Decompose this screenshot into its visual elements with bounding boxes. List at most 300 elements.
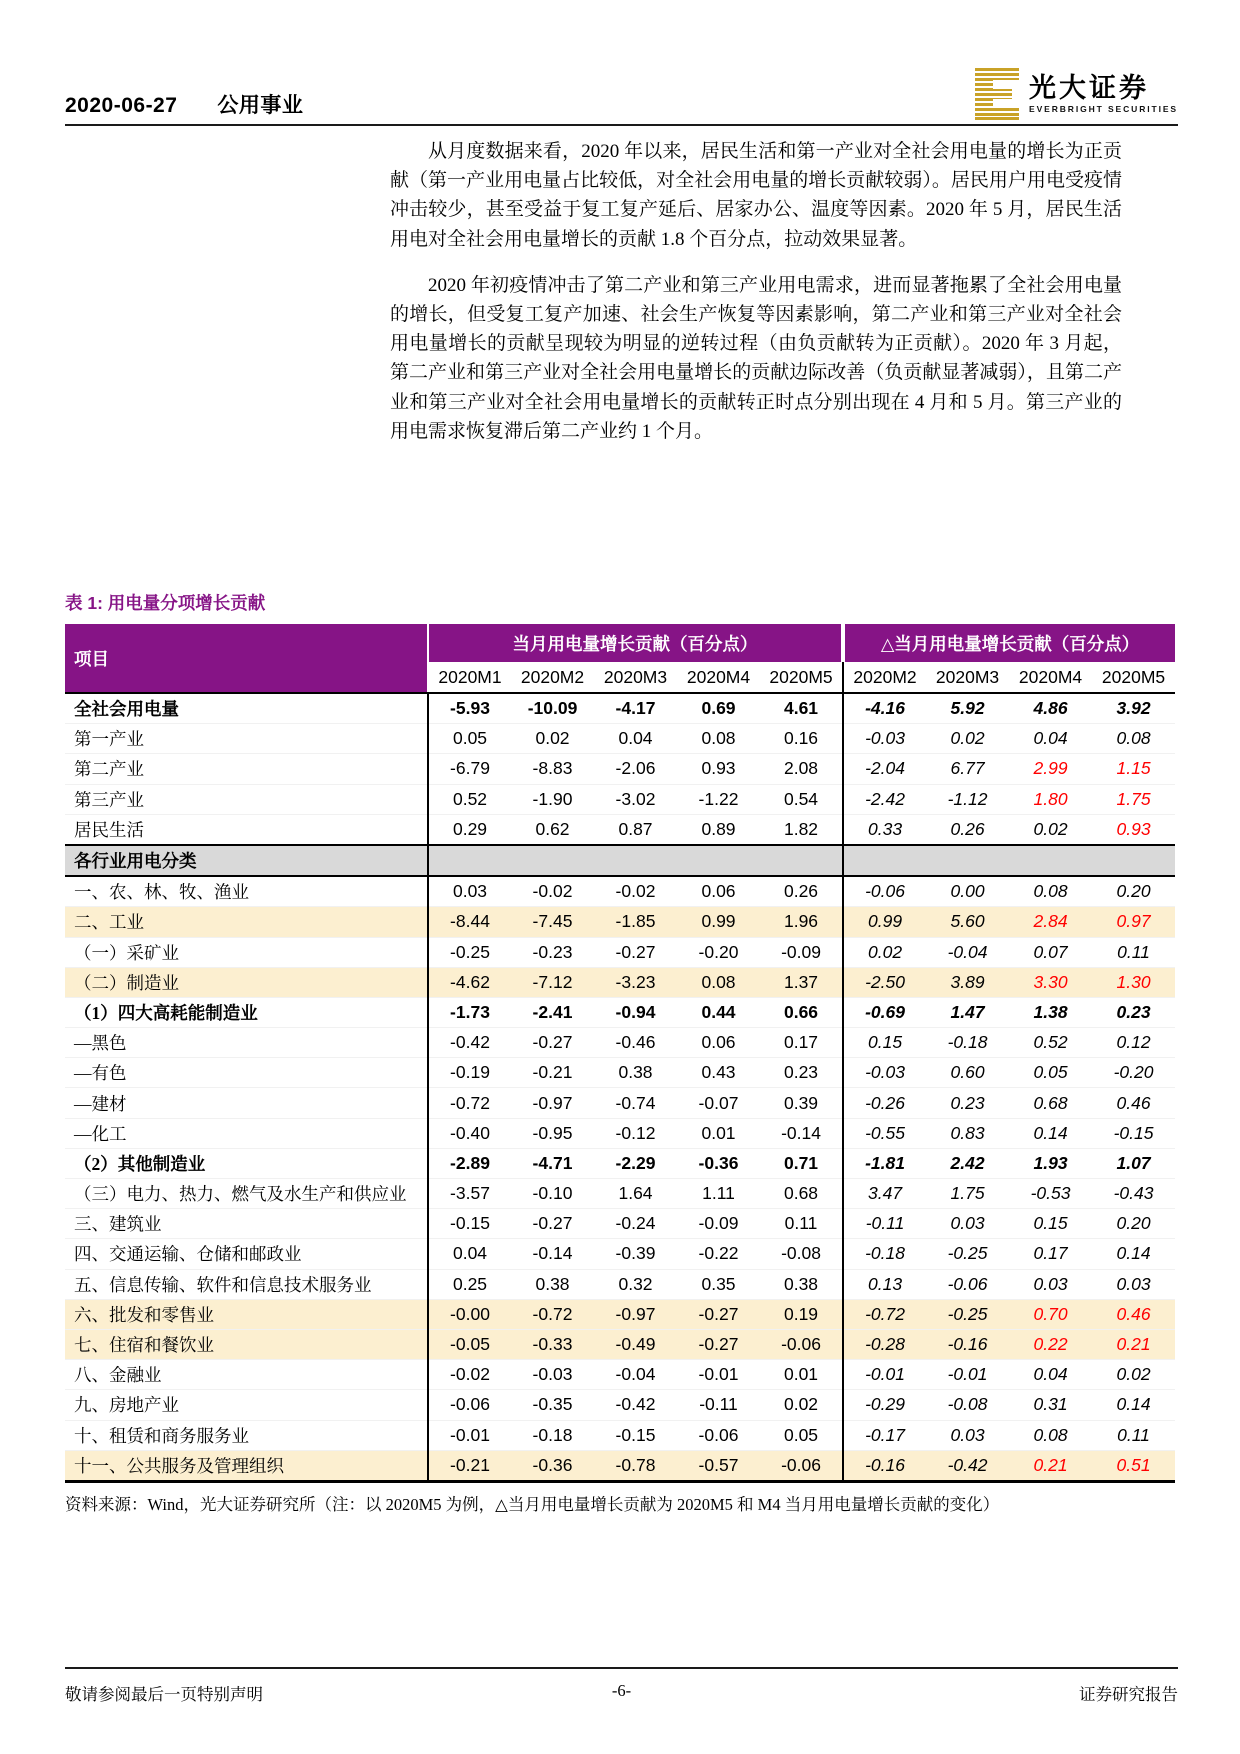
value-cell: 0.38 bbox=[618, 1062, 653, 1083]
row-label: 第三产业 bbox=[74, 789, 144, 810]
value-cell: 0.01 bbox=[701, 1122, 736, 1143]
value-cell: -0.06 bbox=[428, 1390, 511, 1420]
value-cell: -0.42 bbox=[428, 1028, 511, 1058]
value-cell: -0.02 bbox=[532, 881, 573, 902]
row-label: —化工 bbox=[74, 1123, 127, 1144]
table-row bbox=[65, 1058, 1175, 1088]
delta-cell: 0.08 bbox=[1116, 728, 1151, 749]
delta-cell: 0.11 bbox=[1117, 1424, 1150, 1445]
value-cell: -0.05 bbox=[428, 1329, 511, 1359]
value-cell: 0.71 bbox=[783, 1152, 819, 1173]
value-cell bbox=[677, 845, 760, 876]
row-label: —有色 bbox=[74, 1063, 127, 1084]
table-row bbox=[65, 1360, 1175, 1390]
month-header: 2020M3 bbox=[594, 662, 677, 693]
value-cell: -0.23 bbox=[532, 941, 573, 962]
delta-cell: 0.21 bbox=[1033, 1454, 1068, 1475]
value-cell: -0.24 bbox=[615, 1213, 656, 1234]
value-cell: 2.08 bbox=[783, 758, 819, 779]
delta-cell: 0.68 bbox=[1033, 1092, 1068, 1113]
value-cell: 0.17 bbox=[783, 1032, 819, 1053]
row-label: 七、住宿和餐饮业 bbox=[74, 1335, 214, 1356]
delta-cell bbox=[1009, 845, 1092, 876]
delta-cell: 3.89 bbox=[950, 971, 985, 992]
table-row bbox=[65, 814, 1175, 845]
delta-cell: 0.46 bbox=[1116, 1303, 1151, 1324]
value-cell: -0.12 bbox=[615, 1122, 656, 1143]
value-cell: -0.20 bbox=[698, 941, 739, 962]
logo-name-cn: 光大证券 bbox=[1029, 72, 1149, 103]
value-cell: 0.32 bbox=[618, 1273, 653, 1294]
value-cell: 0.02 bbox=[535, 728, 570, 749]
value-cell: 1.96 bbox=[783, 911, 819, 932]
value-cell: -0.35 bbox=[532, 1394, 573, 1415]
month-header: 2020M5 bbox=[760, 662, 843, 693]
row-label: —建材 bbox=[74, 1093, 127, 1114]
value-cell: -1.90 bbox=[532, 788, 573, 809]
value-cell: -0.27 bbox=[698, 1303, 739, 1324]
value-cell: -0.11 bbox=[699, 1394, 738, 1415]
row-label: 第一产业 bbox=[74, 729, 144, 750]
delta-cell: 0.83 bbox=[950, 1122, 985, 1143]
table-row bbox=[65, 1450, 1175, 1481]
logo-text bbox=[1029, 72, 1178, 114]
table-row bbox=[65, 1390, 1175, 1420]
delta-cell: -0.01 bbox=[947, 1364, 988, 1385]
value-cell: 4.61 bbox=[783, 698, 819, 719]
value-cell: -0.95 bbox=[532, 1122, 573, 1143]
delta-cell: 0.03 bbox=[1033, 1273, 1068, 1294]
value-cell: -0.74 bbox=[615, 1092, 656, 1113]
value-cell: -0.00 bbox=[428, 1299, 511, 1329]
delta-cell: 0.15 bbox=[1033, 1213, 1068, 1234]
month-header: 2020M2 bbox=[511, 662, 594, 693]
delta-cell: 0.52 bbox=[1033, 1032, 1068, 1053]
delta-cell: 1.15 bbox=[1116, 758, 1151, 779]
value-cell: -6.79 bbox=[428, 754, 511, 784]
delta-cell: 5.92 bbox=[950, 698, 985, 719]
value-cell: -1.73 bbox=[428, 997, 511, 1027]
delta-cell: -0.17 bbox=[843, 1420, 926, 1450]
delta-cell: -0.03 bbox=[843, 724, 926, 754]
delta-cell: -0.06 bbox=[947, 1273, 988, 1294]
delta-cell: 0.08 bbox=[1033, 881, 1068, 902]
value-cell: -8.44 bbox=[428, 907, 511, 937]
value-cell: -0.06 bbox=[781, 1454, 821, 1475]
value-cell: -0.02 bbox=[615, 881, 656, 902]
delta-cell: 1.75 bbox=[1116, 788, 1151, 809]
header-divider bbox=[65, 124, 1178, 126]
value-cell: 0.06 bbox=[701, 1032, 736, 1053]
value-cell: -0.57 bbox=[698, 1454, 739, 1475]
delta-cell: 0.23 bbox=[950, 1092, 985, 1113]
value-cell: 0.99 bbox=[701, 911, 736, 932]
col-header-item: 项目 bbox=[65, 624, 428, 693]
row-label: 八、金融业 bbox=[74, 1365, 162, 1386]
delta-cell: 3.92 bbox=[1116, 698, 1151, 719]
value-cell: 0.44 bbox=[701, 1001, 736, 1022]
table-row bbox=[65, 876, 1175, 907]
value-cell: -0.36 bbox=[532, 1454, 573, 1475]
row-label: 居民生活 bbox=[74, 819, 144, 840]
report-sector: 公用事业 bbox=[217, 94, 304, 117]
table-title: 表 1: 用电量分项增长贡献 bbox=[65, 593, 266, 613]
value-cell: 0.04 bbox=[618, 728, 653, 749]
source-note: 资料来源：Wind，光大证券研究所（注：以 2020M5 为例，△当月用电量增长贡献为 2020M5 和 M4 当月用电量增长贡献的变化） bbox=[65, 1494, 1000, 1514]
value-cell: -0.21 bbox=[532, 1062, 573, 1083]
row-label: 十、租赁和商务服务业 bbox=[74, 1425, 249, 1446]
month-header: 2020M3 bbox=[926, 662, 1009, 693]
value-cell: 0.02 bbox=[783, 1394, 819, 1415]
value-cell bbox=[428, 845, 511, 876]
value-cell: -4.17 bbox=[615, 698, 656, 719]
delta-cell: -0.03 bbox=[843, 1058, 926, 1088]
value-cell: 0.05 bbox=[783, 1424, 819, 1445]
table-row bbox=[65, 784, 1175, 814]
value-cell: 0.25 bbox=[428, 1269, 511, 1299]
value-cell: -0.07 bbox=[698, 1092, 739, 1113]
value-cell: -0.27 bbox=[615, 941, 656, 962]
row-label: 六、批发和零售业 bbox=[74, 1304, 214, 1325]
delta-cell: 0.26 bbox=[950, 818, 985, 839]
delta-cell: 0.20 bbox=[1116, 881, 1151, 902]
delta-cell: -0.42 bbox=[947, 1454, 988, 1475]
value-cell: -2.29 bbox=[615, 1152, 656, 1173]
value-cell: -0.19 bbox=[428, 1058, 511, 1088]
delta-cell: 0.02 bbox=[843, 937, 926, 967]
value-cell bbox=[511, 845, 594, 876]
value-cell: -0.10 bbox=[532, 1183, 573, 1204]
value-cell: -0.15 bbox=[615, 1424, 656, 1445]
value-cell: -0.46 bbox=[615, 1032, 656, 1053]
delta-cell: -0.28 bbox=[843, 1329, 926, 1359]
delta-cell: 0.02 bbox=[950, 728, 985, 749]
delta-cell: 0.02 bbox=[1116, 1364, 1151, 1385]
value-cell: -2.06 bbox=[615, 758, 656, 779]
delta-cell: -0.16 bbox=[947, 1334, 988, 1355]
value-cell: -4.71 bbox=[532, 1152, 573, 1173]
delta-cell: 1.80 bbox=[1033, 788, 1068, 809]
footer-divider bbox=[65, 1667, 1178, 1669]
row-label: （二）制造业 bbox=[74, 972, 179, 993]
delta-cell: -0.26 bbox=[843, 1088, 926, 1118]
table-row bbox=[65, 1028, 1175, 1058]
delta-cell: -0.69 bbox=[843, 997, 926, 1027]
value-cell: 0.68 bbox=[783, 1183, 819, 1204]
group-header-current-month: 当月用电量增长贡献（百分点） bbox=[428, 624, 843, 662]
delta-cell: -2.04 bbox=[843, 754, 926, 784]
value-cell: 0.03 bbox=[428, 876, 511, 907]
table-row bbox=[65, 1239, 1175, 1269]
delta-cell: 1.75 bbox=[950, 1183, 985, 1204]
value-cell: -10.09 bbox=[527, 698, 578, 719]
table-row bbox=[65, 1088, 1175, 1118]
table-row bbox=[65, 724, 1175, 754]
value-cell: -3.57 bbox=[428, 1179, 511, 1209]
value-cell: -0.14 bbox=[781, 1122, 821, 1143]
delta-cell: 0.04 bbox=[1033, 728, 1068, 749]
value-cell: -0.01 bbox=[428, 1420, 511, 1450]
delta-cell: 0.02 bbox=[1033, 818, 1068, 839]
month-header: 2020M1 bbox=[428, 662, 511, 693]
value-cell: 0.16 bbox=[783, 728, 819, 749]
delta-cell: -0.01 bbox=[843, 1360, 926, 1390]
value-cell: -0.15 bbox=[428, 1209, 511, 1239]
row-label: 第二产业 bbox=[74, 759, 144, 780]
value-cell: -7.45 bbox=[532, 911, 573, 932]
delta-cell: 0.03 bbox=[1116, 1273, 1151, 1294]
delta-cell: 1.30 bbox=[1116, 971, 1151, 992]
row-label: 九、房地产业 bbox=[74, 1395, 179, 1416]
value-cell: -2.89 bbox=[428, 1148, 511, 1178]
value-cell: -0.42 bbox=[615, 1394, 656, 1415]
delta-cell: 0.99 bbox=[843, 907, 926, 937]
delta-cell: 0.03 bbox=[950, 1424, 985, 1445]
value-cell bbox=[594, 845, 677, 876]
table-row bbox=[65, 1329, 1175, 1359]
value-cell: -1.22 bbox=[698, 788, 739, 809]
table-row bbox=[65, 1209, 1175, 1239]
delta-cell: 0.20 bbox=[1116, 1213, 1151, 1234]
value-cell: 0.05 bbox=[428, 724, 511, 754]
value-cell: 0.38 bbox=[535, 1273, 570, 1294]
value-cell: 0.08 bbox=[701, 728, 736, 749]
value-cell: -0.27 bbox=[698, 1334, 739, 1355]
table-row bbox=[65, 997, 1175, 1027]
value-cell: -0.27 bbox=[532, 1213, 573, 1234]
row-label: —黑色 bbox=[74, 1033, 127, 1054]
value-cell: -3.23 bbox=[615, 971, 656, 992]
delta-cell: -0.04 bbox=[947, 941, 988, 962]
value-cell: -4.62 bbox=[428, 967, 511, 997]
footer-report-type: 证券研究报告 bbox=[1079, 1685, 1178, 1704]
value-cell: -0.33 bbox=[532, 1334, 573, 1355]
value-cell: 0.54 bbox=[783, 788, 819, 809]
delta-cell: 4.86 bbox=[1033, 698, 1068, 719]
delta-cell: -0.11 bbox=[843, 1209, 926, 1239]
delta-cell: 0.14 bbox=[1116, 1243, 1151, 1264]
value-cell: 0.62 bbox=[535, 818, 570, 839]
value-cell: -0.27 bbox=[532, 1032, 573, 1053]
value-cell: -0.09 bbox=[698, 1213, 739, 1234]
delta-cell: 1.07 bbox=[1116, 1152, 1151, 1173]
delta-cell: 0.17 bbox=[1033, 1243, 1068, 1264]
row-label: 各行业用电分类 bbox=[74, 851, 197, 872]
table-row bbox=[65, 845, 1175, 876]
table-row bbox=[65, 1420, 1175, 1450]
everbright-logo bbox=[975, 68, 1178, 122]
value-cell: -0.36 bbox=[698, 1152, 739, 1173]
delta-cell: 0.07 bbox=[1033, 941, 1068, 962]
delta-cell: 0.33 bbox=[843, 814, 926, 845]
value-cell: -0.14 bbox=[532, 1243, 573, 1264]
delta-cell: 2.99 bbox=[1033, 758, 1068, 779]
value-cell: 1.37 bbox=[783, 971, 819, 992]
value-cell: -8.83 bbox=[532, 758, 573, 779]
delta-cell: 5.60 bbox=[950, 911, 985, 932]
value-cell: -3.02 bbox=[615, 788, 656, 809]
value-cell: -0.72 bbox=[532, 1303, 573, 1324]
row-label: 二、工业 bbox=[74, 912, 144, 933]
value-cell: -0.25 bbox=[428, 937, 511, 967]
delta-cell: 0.70 bbox=[1033, 1303, 1068, 1324]
report-date: 2020-06-27 bbox=[65, 94, 178, 117]
value-cell: 0.19 bbox=[783, 1303, 819, 1324]
footer-disclaimer: 敬请参阅最后一页特别声明 bbox=[65, 1685, 263, 1704]
value-cell: -0.97 bbox=[532, 1092, 573, 1113]
delta-cell: -0.18 bbox=[843, 1239, 926, 1269]
delta-cell: -2.50 bbox=[843, 967, 926, 997]
value-cell: 0.06 bbox=[701, 881, 736, 902]
value-cell: 0.23 bbox=[783, 1062, 819, 1083]
paragraph-2: 2020 年初疫情冲击了第二产业和第三产业用电需求，进而显著拖累了全社会用电量的增长，但受复工复产加速、社会生产恢复等因素影响，第二产业和第三产业对全社会用电量增长的贡献呈现较为明显的逆转过程（由负贡献转为正贡献）。2020 年 3 月起，第二产业和第三产业对全社会用电量增长的贡献边际改善（负贡献显著减弱），且第二产业和第三产业对全社会用电量增长的贡献转正时点分别出现在 4 月和 5 月。第三产业的用电需求恢复滞后第二产业约 1 个月。 bbox=[390, 274, 1122, 442]
value-cell: 1.11 bbox=[702, 1183, 735, 1204]
delta-cell: 1.93 bbox=[1033, 1152, 1068, 1173]
value-cell: 0.08 bbox=[701, 971, 736, 992]
row-label: （一）采矿业 bbox=[74, 942, 179, 963]
value-cell: 0.04 bbox=[428, 1239, 511, 1269]
table-row bbox=[65, 1269, 1175, 1299]
delta-cell: -0.15 bbox=[1113, 1122, 1154, 1143]
row-label: （2）其他制造业 bbox=[74, 1153, 206, 1174]
delta-cell: -0.43 bbox=[1113, 1183, 1154, 1204]
delta-cell: -1.12 bbox=[947, 788, 988, 809]
delta-cell: -0.16 bbox=[843, 1450, 926, 1481]
paragraph-1: 从月度数据来看，2020 年以来，居民生活和第一产业对全社会用电量的增长为正贡献（第一产业用电量占比较低，对全社会用电量的增长贡献较弱）。居民用户用电受疫情冲击较少，甚至受益于复工复产延后、居家办公、温度等因素。2020 年 5 月，居民生活用电对全社会用电量增长的贡献 1.8 个百分点，拉动效果显著。 bbox=[390, 141, 1122, 250]
value-cell: 0.43 bbox=[701, 1062, 736, 1083]
delta-cell: 0.04 bbox=[1033, 1364, 1068, 1385]
row-label: （三）电力、热力、燃气及水生产和供应业 bbox=[74, 1184, 407, 1205]
value-cell: -0.06 bbox=[781, 1334, 821, 1355]
value-cell: 0.69 bbox=[701, 698, 736, 719]
delta-cell: 0.22 bbox=[1033, 1334, 1068, 1355]
month-header: 2020M2 bbox=[843, 662, 926, 693]
value-cell: 0.39 bbox=[783, 1092, 819, 1113]
electricity-contribution-table bbox=[65, 624, 1175, 1483]
delta-cell: 6.77 bbox=[950, 758, 985, 779]
delta-cell: 3.30 bbox=[1033, 971, 1068, 992]
delta-cell: 0.15 bbox=[843, 1028, 926, 1058]
table-row bbox=[65, 1118, 1175, 1148]
delta-cell: 1.47 bbox=[950, 1001, 985, 1022]
value-cell: 0.29 bbox=[428, 814, 511, 845]
page-header bbox=[65, 58, 1178, 122]
table-row bbox=[65, 1179, 1175, 1209]
month-header: 2020M5 bbox=[1092, 662, 1175, 693]
delta-cell: 0.08 bbox=[1033, 1424, 1068, 1445]
value-cell: 0.87 bbox=[618, 818, 653, 839]
value-cell: -0.94 bbox=[615, 1001, 656, 1022]
value-cell bbox=[760, 845, 843, 876]
delta-cell: -0.72 bbox=[843, 1299, 926, 1329]
value-cell: -0.97 bbox=[615, 1303, 656, 1324]
delta-cell: 0.51 bbox=[1116, 1454, 1151, 1475]
page-number: -6- bbox=[611, 1681, 632, 1700]
row-label: （1）四大高耗能制造业 bbox=[74, 1002, 258, 1023]
value-cell: -0.72 bbox=[428, 1088, 511, 1118]
value-cell: -0.78 bbox=[615, 1454, 656, 1475]
value-cell: -7.12 bbox=[532, 971, 573, 992]
delta-cell: 0.12 bbox=[1116, 1032, 1151, 1053]
table-row bbox=[65, 1299, 1175, 1329]
delta-cell: -0.25 bbox=[947, 1243, 988, 1264]
table-row bbox=[65, 967, 1175, 997]
delta-cell: -2.42 bbox=[843, 784, 926, 814]
delta-cell: -0.53 bbox=[1030, 1183, 1071, 1204]
value-cell: -0.22 bbox=[698, 1243, 739, 1264]
delta-cell: -0.18 bbox=[947, 1032, 988, 1053]
delta-cell: -4.16 bbox=[843, 693, 926, 724]
delta-cell: -0.20 bbox=[1113, 1062, 1154, 1083]
delta-cell: 0.31 bbox=[1033, 1394, 1068, 1415]
row-label: 三、建筑业 bbox=[74, 1214, 162, 1235]
value-cell: 0.01 bbox=[783, 1364, 819, 1385]
delta-cell bbox=[926, 845, 1009, 876]
table-row bbox=[65, 937, 1175, 967]
table-row bbox=[65, 1148, 1175, 1178]
value-cell: 0.66 bbox=[783, 1001, 819, 1022]
delta-cell: 2.84 bbox=[1033, 911, 1068, 932]
value-cell: 0.89 bbox=[701, 818, 736, 839]
table-block bbox=[65, 590, 1175, 1515]
value-cell: -0.06 bbox=[698, 1424, 739, 1445]
row-label: 五、信息传输、软件和信息技术服务业 bbox=[74, 1274, 372, 1295]
delta-cell bbox=[1092, 845, 1175, 876]
value-cell: 0.11 bbox=[784, 1213, 818, 1234]
delta-cell: -0.29 bbox=[843, 1390, 926, 1420]
value-cell: -0.49 bbox=[615, 1334, 656, 1355]
delta-cell bbox=[843, 845, 926, 876]
delta-cell: -1.81 bbox=[843, 1148, 926, 1178]
delta-cell: 0.05 bbox=[1033, 1062, 1068, 1083]
delta-cell: 0.93 bbox=[1116, 818, 1151, 839]
group-header-row bbox=[65, 624, 1175, 662]
body-text bbox=[390, 137, 1122, 463]
delta-cell: 0.46 bbox=[1116, 1092, 1151, 1113]
value-cell: 0.35 bbox=[701, 1273, 736, 1294]
delta-cell: 3.47 bbox=[843, 1179, 926, 1209]
everbright-logo-icon bbox=[975, 68, 1019, 120]
logo-name-en: EVERBRIGHT SECURITIES bbox=[1029, 103, 1178, 114]
value-cell: -0.02 bbox=[428, 1360, 511, 1390]
page-footer bbox=[65, 1681, 1178, 1705]
value-cell: 1.82 bbox=[783, 818, 819, 839]
delta-cell: 0.23 bbox=[1116, 1001, 1151, 1022]
delta-cell: 0.11 bbox=[1117, 941, 1150, 962]
delta-cell: 0.60 bbox=[950, 1062, 985, 1083]
row-label: 一、农、林、牧、渔业 bbox=[74, 882, 249, 903]
value-cell: -0.40 bbox=[428, 1118, 511, 1148]
value-cell: -2.41 bbox=[532, 1001, 573, 1022]
value-cell: -0.01 bbox=[698, 1364, 739, 1385]
delta-cell: 1.38 bbox=[1033, 1001, 1068, 1022]
delta-cell: 0.13 bbox=[843, 1269, 926, 1299]
month-header: 2020M4 bbox=[677, 662, 760, 693]
report-date-sector bbox=[65, 89, 303, 122]
value-cell: 0.52 bbox=[428, 784, 511, 814]
delta-cell: 0.03 bbox=[950, 1213, 985, 1234]
value-cell: 0.38 bbox=[783, 1273, 819, 1294]
table-row bbox=[65, 693, 1175, 724]
value-cell: -5.93 bbox=[428, 693, 511, 724]
delta-cell: 0.14 bbox=[1033, 1122, 1068, 1143]
value-cell: -0.18 bbox=[532, 1424, 573, 1445]
value-cell: 1.64 bbox=[618, 1183, 653, 1204]
row-label: 全社会用电量 bbox=[74, 699, 179, 720]
delta-cell: 0.97 bbox=[1116, 911, 1151, 932]
value-cell: -0.08 bbox=[781, 1243, 821, 1264]
delta-cell: -0.08 bbox=[947, 1394, 988, 1415]
